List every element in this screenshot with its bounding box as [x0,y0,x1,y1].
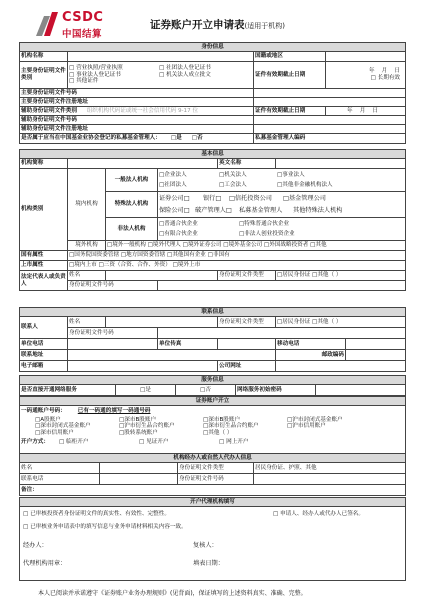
agent-id-no-label: 身份证明文件号码 [178,474,254,485]
main-doc-no-field[interactable] [254,89,406,98]
general-opt[interactable]: □事业法人 [277,171,305,178]
reviewer-label: 复核人： [193,542,218,550]
doc-expiry-field[interactable] [326,62,406,89]
pwd-field[interactable] [316,385,406,396]
handler-cell [20,507,406,581]
open-method-opt[interactable]: □ 临柜开户 [59,438,89,445]
nonlegal-label: 非法人机构 [106,218,158,241]
account-table [19,396,406,454]
pwd-label: 网络服务初始密码 [236,385,316,396]
fill-date-label: 填表日期： [193,559,224,567]
agent-id-no-field[interactable] [254,474,406,485]
web-field[interactable] [276,361,406,372]
operator-label: 经办人： [23,542,48,550]
legal-id-no-field[interactable] [158,281,406,291]
addr-label: 联系地址 [20,350,68,361]
general-options[interactable] [158,169,406,192]
doc-type-opt[interactable]: □ 其他证件 [69,78,99,85]
doc-type-opt[interactable]: □ 事业法人登记证书 [69,71,121,78]
doc-expiry-label: 证件有效期截止日期 [254,62,326,89]
nonlegal-opt[interactable]: □非法人创业投资企业 [239,230,295,237]
csdc-logo-icon [36,12,58,36]
general-opt[interactable]: □工会法人 [219,181,247,188]
aux-expiry-field[interactable] [326,107,406,116]
mobile-field[interactable] [346,339,406,350]
aux-type-cell[interactable] [20,107,254,116]
check-consistency[interactable]: □ 已审核业务申请表中的填写信息与业务申请材料相关内容一致。 [23,523,187,530]
reg-addr-field[interactable] [254,98,406,107]
special-opt[interactable]: 证券公司□ [159,195,190,203]
legal-id-type-label: 身份证明文件类型 [218,271,276,281]
listed-label: 上市属性 [20,261,68,271]
contact-info-table [19,307,406,372]
country-label: 国籍或地区 [254,52,326,62]
doc-type-opt[interactable]: □ 机关法人成立批文 [159,71,211,78]
form-title-main: 证券账户开立申请表 [150,19,245,31]
mobile-label: 移动电话 [276,339,346,350]
aux-type-label: 辅助身份证明文件类别 [21,107,77,114]
contact-id-no-label: 身份证明文件号码 [68,328,158,339]
fax-label: 单位传真 [158,339,218,350]
section-org-info: 身份信息 [20,43,406,52]
doc-type-options[interactable] [68,62,254,89]
csdc-logo [36,10,126,44]
legal-id-no-label: 身份证明文件号码 [68,281,158,291]
stamp-label: 代理机构用章： [23,559,67,567]
section-agent-info: 机构经办人或自然人代办人信息 [20,454,406,463]
contact-id-type-label: 身份证明文件类型 [218,317,276,328]
email-field[interactable] [68,361,218,372]
contact-id-type-options[interactable]: □居民身份证 □其他（ ） [276,317,406,328]
special-opt[interactable]: 其他特殊法人机构 [293,206,343,214]
phone-label: 单位电话 [20,339,68,350]
account-cell [20,406,406,454]
contact-name-label: 姓名 [68,317,106,328]
section-service-info: 服务信息 [20,376,406,385]
foreign-options[interactable]: □境外一般机构 □境外代理人 □境外证券公司 □境外基金公司 □外国战略投资者 □其他 [106,241,406,251]
doc-type-label: 主要身份证明文件类别 [20,62,68,89]
online-no-checkbox[interactable]: □否 [176,385,236,396]
nonlegal-options[interactable] [158,218,406,241]
domestic-label: 境内机构 [68,169,106,241]
section-basic-info: 基本信息 [20,150,406,159]
special-options[interactable] [158,192,406,218]
legal-id-type-options[interactable]: □居民身份证 □其他（ ） [276,271,406,281]
open-method-opt[interactable]: □ 网上开户 [219,438,249,445]
aux-expiry-label: 证件有效期截止日期 [254,107,326,116]
long-term-checkbox[interactable]: □ 长期有效 [370,75,401,81]
general-opt[interactable]: □其他非金融机构法人 [277,181,333,188]
special-opt[interactable]: 私募基金管理人 [239,206,283,214]
reg-addr-label: 主要身份证明文件注册地址 [20,98,254,107]
account-type-opt[interactable]: □沪市衍生品合约账户 [119,423,175,430]
foreign-label: 境外机构 [68,241,106,251]
general-opt[interactable]: □社团法人 [159,181,187,188]
nonlegal-opt[interactable]: □特殊普通合伙企业 [239,220,290,227]
nature-options[interactable]: □国务院国资委管辖 □地方国资委管辖 □其他国有企业 □非国有 [68,251,406,261]
account-type-opt[interactable]: □股转系统账户 [119,430,158,437]
pf-no-checkbox[interactable]: □否 [191,135,203,142]
account-type-opt[interactable]: □沪市封闭式基金账户 [287,416,343,423]
org-info-table [19,42,406,144]
account-type-opt[interactable]: □其他（ ） [203,430,233,437]
special-opt[interactable]: 破产管理人□ [195,206,232,214]
check-signed[interactable]: □ 申请人、经办人或代办人已签名。 [273,511,364,517]
nonlegal-opt[interactable]: □普通合伙企业 [159,220,198,227]
footer-declaration: 本人已阅读并承诺遵守《证券账户业务办理规则》(见背面)，保证填写的上述资料真实、准确、完整。 [38,590,307,597]
account-type-opt[interactable]: □沪市信用账户 [287,423,326,430]
agent-id-type-options[interactable]: 居民身份证、护照、其他 [254,463,406,474]
basic-info-table [19,149,406,291]
aux-no-label: 辅助身份证明文件号码 [20,116,254,125]
form-title [150,17,285,32]
remark-label: 备注： [20,485,406,496]
form-title-sub: (适用于机构) [244,22,285,30]
en-name-label: 英文名称 [218,159,276,169]
aux-addr-field[interactable] [254,125,406,134]
section-account-info: 证券账户开立 [20,397,406,406]
contact-name-field[interactable] [106,317,218,328]
account-type-opt[interactable]: □深市信用账户 [35,430,74,437]
one-code-label: 一码通账户号码： [21,408,66,414]
doc-type-opt[interactable]: □ 营业执照/营业执照 [69,64,123,71]
agent-id-type-label: 身份证明文件类型 [178,463,254,474]
pf-question-label: 是否属于应当在中国基金业协会登记的私募基金管理人： [21,135,161,142]
handler-table [19,497,406,581]
short-name-label: 机构简称 [20,159,68,169]
account-type-opt[interactable]: □深市B股账户 [119,416,157,423]
general-opt[interactable]: □企业法人 [159,171,187,178]
section-contact-info: 联系信息 [20,308,406,317]
legal-name-field[interactable] [106,271,218,281]
year-label: 年 [347,107,353,114]
aux-type-placeholder: 组织机构代码证或统一社会信用代码 9-17 位 [86,107,199,114]
short-name-field[interactable] [68,159,218,169]
account-type-opt[interactable]: □深市衍生品合约账户 [203,423,259,430]
year-label: 年 [368,68,375,75]
cat-label: 机构类别 [20,169,68,251]
nonlegal-opt[interactable]: □有限合伙企业 [159,230,198,237]
check-doc-validity[interactable]: □ 已审核投资者身份证明文件的真实性、有效性、完整性。 [23,511,170,517]
org-name-label: 机构名称 [20,52,68,62]
special-opt[interactable]: □信托投资公司 [229,195,272,203]
account-type-opt[interactable]: □深市封闭式基金账户 [35,423,91,430]
aux-addr-label: 辅助身份证明文件注册地址 [20,125,254,134]
special-opt[interactable]: □基金管理公司 [283,195,326,203]
general-opt[interactable]: □机关法人 [219,171,247,178]
zip-field[interactable] [346,350,406,361]
special-opt[interactable]: 银行□ [203,195,222,203]
agent-name-label: 姓名 [20,463,100,474]
day-label: 日 [394,68,401,75]
pf-question-cell [20,134,254,144]
listed-options[interactable]: □境内上市 □三资（合资、合作、外资） □境外上市 [68,261,406,271]
legal-rep-label: 法定代表人或负责人 [20,271,68,291]
online-yes-checkbox[interactable]: □是 [116,385,176,396]
agent-contact-field[interactable] [100,474,178,485]
agent-table [19,453,406,496]
main-doc-no-label: 主要身份证明文件号码 [20,89,254,98]
addr-field[interactable] [68,350,276,361]
doc-type-opt[interactable]: □ 社团法人登记证书 [159,64,211,71]
contact-person-label: 联系人 [20,317,68,339]
email-label: 电子邮箱 [20,361,68,372]
pf-yes-checkbox[interactable]: □是 [170,135,182,142]
contact-id-no-field[interactable] [158,328,406,339]
special-opt[interactable]: 保险公司□ [159,206,190,214]
section-handler-info: 开户代理机构填写 [20,498,406,507]
month-label: 月 [359,107,366,114]
account-type-opt[interactable]: □深市B股账户 [203,416,241,423]
service-info-table [19,375,406,396]
org-name-field[interactable] [68,52,254,62]
open-method-opt[interactable]: □ 见证开户 [139,438,169,445]
agent-contact-label: 联系电话 [20,474,100,485]
day-label: 日 [372,107,379,114]
month-label: 月 [381,68,388,75]
online-label: 是否直接开通网络服务 [20,385,116,396]
country-field[interactable] [326,52,406,62]
account-type-opt[interactable]: □A股账户 [35,416,61,423]
legal-name-label: 姓名 [68,271,106,281]
zip-label: 邮政编码 [276,350,346,361]
web-label: 公司网址 [218,361,276,372]
nature-label: 国有属性 [20,251,68,261]
aux-no-field[interactable] [254,116,406,125]
logo-text-cn: 中国结算 [62,29,103,40]
pf-code-label: 私募基金管理人编码 [254,134,406,144]
fax-field[interactable] [218,339,276,350]
logo-text-en: CSDC [62,10,104,25]
special-label: 特殊法人机构 [106,192,158,218]
agent-name-field[interactable] [100,463,178,474]
general-label: 一般法人机构 [106,169,158,192]
one-code-hint[interactable]: 已有一码通的填写一码通号码 [77,408,151,414]
open-method-label: 开户方式： [21,438,49,445]
phone-field[interactable] [68,339,158,350]
en-name-field[interactable] [276,159,406,169]
